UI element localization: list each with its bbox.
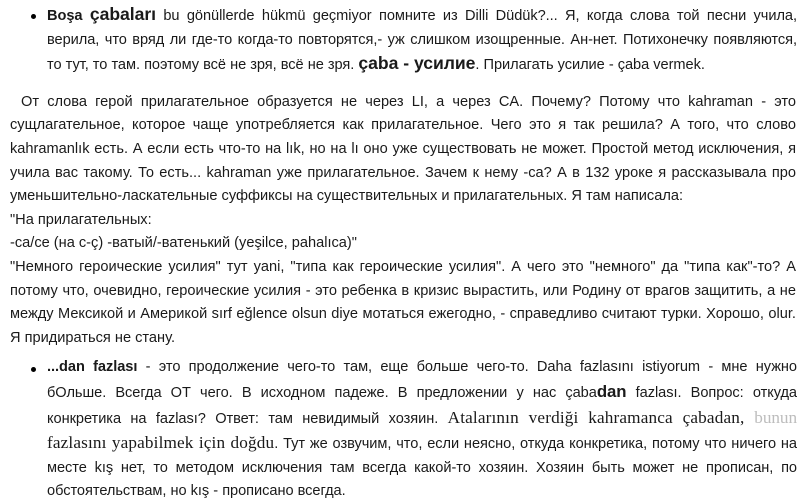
bullet-one-bold-lead: Boşa (47, 8, 90, 24)
list-item (0, 3, 809, 78)
quote-line-1: "На прилагательных: (10, 211, 152, 228)
list-item (0, 356, 809, 504)
bullet-two-example-faded-word: bunun (754, 407, 798, 427)
bullet-two-example-part1: Atalarının verdiği kahramanca çabadan, (447, 407, 755, 427)
bullet-list-one (0, 0, 809, 78)
bullet-two-body-2: fazlası. Вопрос: откуда конкретика на fazlası? Ответ: там невидимый хозяин. (47, 384, 797, 427)
bullet-two-paragraph (47, 356, 797, 504)
block-spacer (0, 78, 809, 91)
bullet-two-suffix-highlight: dan (596, 381, 627, 401)
bullet-one-body: bu gönüllerde hükmü geçmiyor помните из Dilli Düdük?... Я, когда слова той песни учила, верила, что вряд ли где-то когда-то повторятся,- уж слишком изощренные. Ан-нет. Потихонечку появляются, то тут, то там. поэтому всё не зря, всё не зря. (47, 8, 797, 74)
body-paragraph: От слова герой прилагательное образуется не через LI, а через CA. Почему? Потому что kahraman - это сущлагательное, которое чаще употребляется как прилагательное. Чего это я так решила? А того, что слово kahramanlık есть. А если есть что-то на lık, но на lı оно уже существовать не может. Простой метод исключения, я учила вас такому. То есть... kahraman уже прилагательное. Зачем к нему -ca? А в 132 уроке я рассказывала про уменьшительно-ласкательные суффиксы на существительных и прилагательных. Я там написала: (10, 93, 796, 205)
bullet-two-example-part2: fazlasını yapabilmek için doğdu (47, 433, 275, 453)
bullet-two-body: - это продолжение чего-то там, еще больше чего-то. Daha fazlasını istiyorum - мне нужно бОльше. Всегда ОТ чего. В исходном падеже. В предложении у нас çaba (47, 359, 797, 401)
bullet-one-translation-pair: çaba - усилие (358, 53, 476, 74)
bullet-two-bold-lead: ...dan fazlası (47, 359, 138, 376)
bullet-one-tail: . Прилагать усилие - çaba vermek. (475, 57, 705, 74)
bullet-one-keyword: çabaları (89, 4, 156, 24)
quote-line-2: -ca/ce (на c-ç) -ватый/-ватенький (yeşilce, pahalıca)" (10, 235, 357, 252)
bullet-list-two (0, 356, 809, 504)
continuation-paragraph: "Немного героические усилия" тут yani, "типа как героические усилия". А чего это "немного" да "типа как"-то? А потому что, очевидно, героические усилия - это ребенка в кризис вырастить, или Родину от врагов защитить, а не между Мексикой и Америкой sırf eğlence olsun diye мотаться ежегодно, - справедливо считают турки. Хорошо, olur. Я придираться не стану. (10, 258, 796, 346)
bullet-one-paragraph (47, 3, 797, 78)
bullet-two-tail: . Тут же озвучим, что, если неясно, откуда конкретика, потому что ничего на месте kış нет, то методом исключения там всегда какой-то хозяин. Хозяин быть может не прописан, по обстоятельствам, но kış - прописано всегда. (47, 436, 797, 500)
